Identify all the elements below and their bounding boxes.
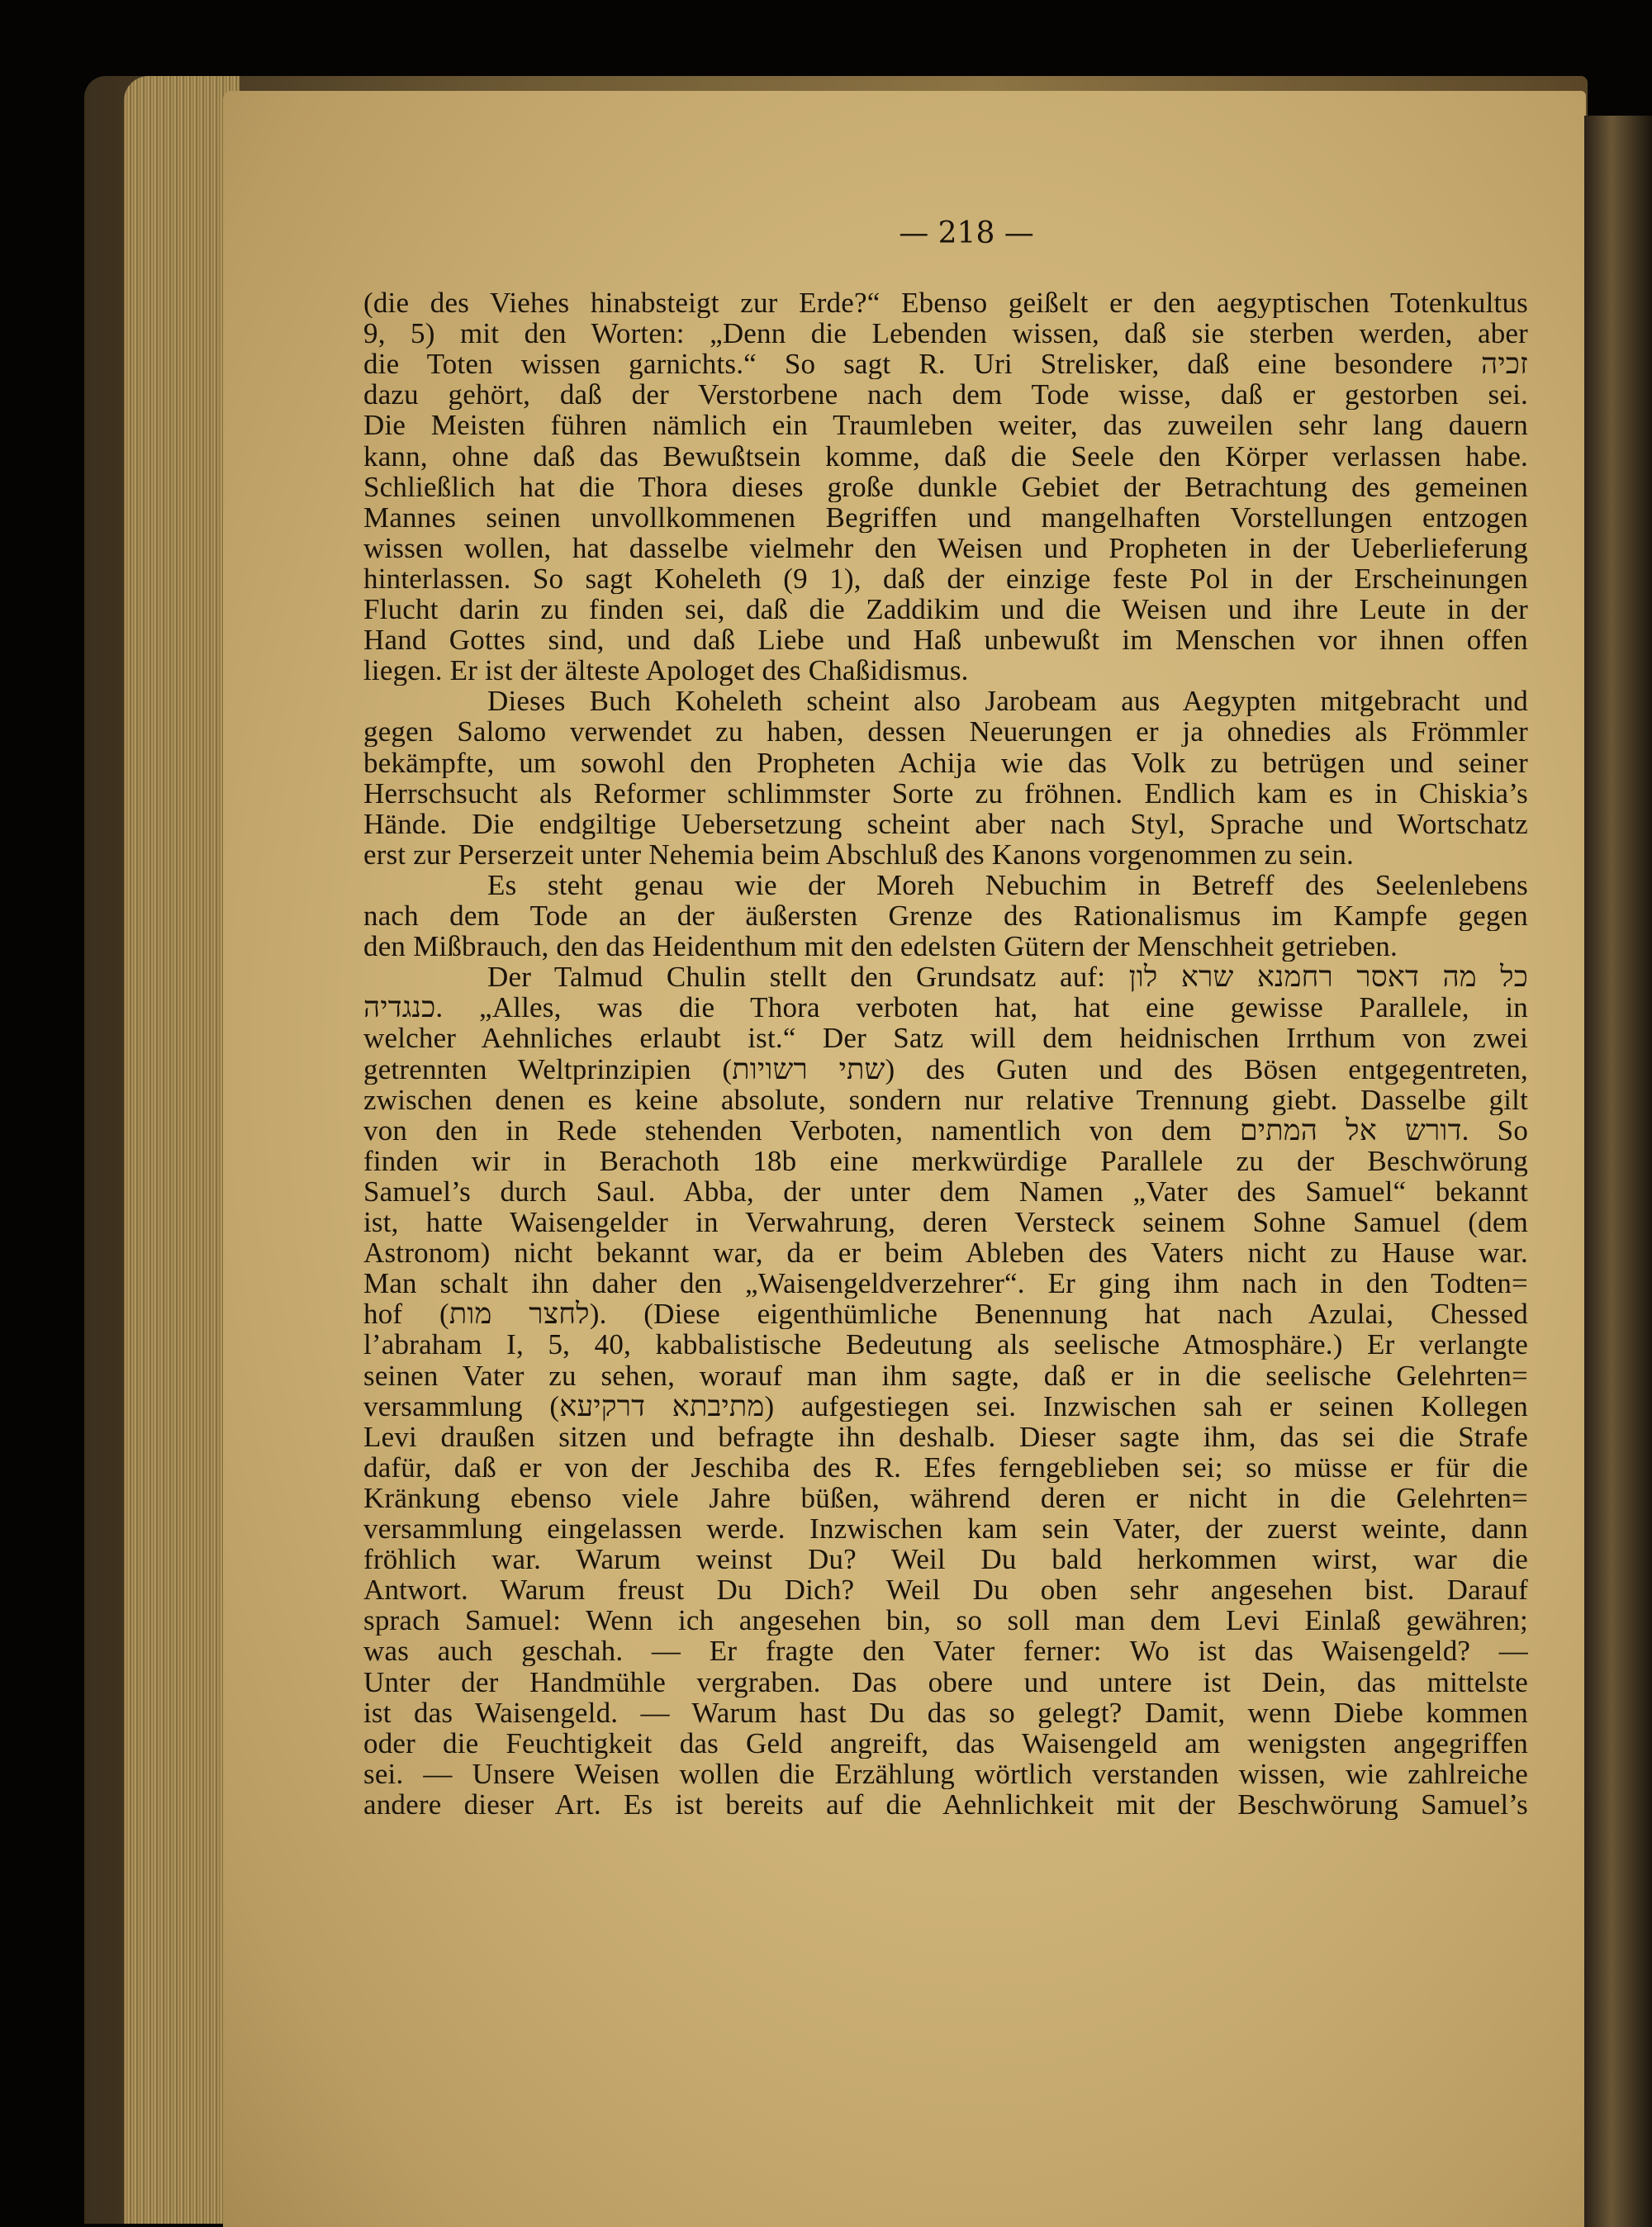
text-line: Levi draußen sitzen und befragte ihn deshalb. Dieser sagte ihm, das sei die Strafe xyxy=(363,1421,1528,1452)
text-line: Samuel’s durch Saul. Abba, der unter dem Namen „Vater des Samuel“ bekannt xyxy=(363,1175,1528,1207)
text-line: Mannes seinen unvollkommenen Begriffen und mangelhaften Vorstellungen entzogen xyxy=(363,501,1528,533)
text-line: Antwort. Warum freust Du Dich? Weil Du oben sehr angesehen bist. Darauf xyxy=(363,1574,1528,1606)
text-line: was auch geschah. — Er fragte den Vater ferner: Wo ist das Waisengeld? — xyxy=(363,1636,1528,1667)
text-line: sprach Samuel: Wenn ich angesehen bin, so soll man dem Levi Einlaß gewähren; xyxy=(363,1605,1528,1636)
text-line: von den in Rede stehenden Verboten, namentlich von dem דורש אל המתים. So xyxy=(363,1114,1528,1146)
text-line: Flucht darin zu finden sei, daß die Zaddikim und die Weisen und ihre Leute in der xyxy=(363,594,1528,624)
text-line: Es steht genau wie der Moreh Nebuchim in Betreff des Seelenlebens xyxy=(487,869,1528,900)
text-line: 9, 5) mit den Worten: „Denn die Lebenden wissen, daß sie sterben werden, aber xyxy=(363,318,1528,349)
page-number: — 218 — xyxy=(899,216,1034,250)
text-line: liegen. Er ist der älteste Apologet des Chaßidismus. xyxy=(363,655,969,686)
text-line: Man schalt ihn daher den „Waisengeldverzehrer“. Er ging ihm nach in den Todten= xyxy=(363,1268,1528,1299)
text-line: hinterlassen. So sagt Koheleth (9 1), daß der einzige feste Pol in der Erscheinungen xyxy=(363,563,1528,594)
facing-page-edge xyxy=(1584,116,1652,2227)
text-line: zwischen denen es keine absolute, sondern nur relative Trennung giebt. Dasselbe gilt xyxy=(363,1084,1528,1115)
text-line: welcher Aehnliches erlaubt ist.“ Der Satz will dem heidnischen Irrthum von zwei xyxy=(363,1023,1528,1054)
text-line: andere dieser Art. Es ist bereits auf die Aehnlichkeit mit der Beschwörung Samuel’s xyxy=(363,1788,1528,1820)
page-edges xyxy=(124,76,240,2224)
text-line: Hand Gottes sind, und daß Liebe und Haß unbewußt im Menschen vor ihnen offen xyxy=(363,624,1528,656)
text-line: versammlung (מתיבתא דרקיעא) aufgestiegen sei. Inzwischen sah er seinen Kollegen xyxy=(363,1390,1528,1422)
text-line: getrennten Weltprinzipien (שתי רשויות) des Guten und des Bösen entgegentreten, xyxy=(363,1053,1528,1085)
text-line: kann, ohne daß das Bewußtsein komme, daß die Seele den Körper verlassen habe. xyxy=(363,440,1528,472)
body-text xyxy=(363,215,1528,2016)
text-line: sei. — Unsere Weisen wollen die Erzählung wörtlich verstanden wissen, wie zahlreiche xyxy=(363,1758,1528,1789)
text-line: oder die Feuchtigkeit das Geld angreift, das Waisengeld am wenigsten angegriffen xyxy=(363,1727,1528,1759)
text-line: bekämpfte, um sowohl den Propheten Achija wie das Volk zu betrügen und seiner xyxy=(363,747,1528,778)
text-line: כנגדיה. „Alles, was die Thora verboten hat, hat eine gewisse Parallele, in xyxy=(363,992,1528,1023)
text-line: hof (לחצר מות). (Diese eigenthümliche Benennung hat nach Azulai, Chessed xyxy=(363,1299,1528,1330)
text-line: Kränkung ebenso viele Jahre büßen, während deren er nicht in die Gelehrten= xyxy=(363,1482,1528,1513)
text-line: versammlung eingelassen werde. Inzwischen kam sein Vater, der zuerst weinte, dann xyxy=(363,1513,1528,1544)
text-line: erst zur Perserzeit unter Nehemia beim Abschluß des Kanons vorgenommen zu sein. xyxy=(363,838,1354,870)
text-line: fröhlich war. Warum weinst Du? Weil Du bald herkommen wirst, war die xyxy=(363,1544,1528,1575)
text-line: Astronom) nicht bekannt war, da er beim Ableben des Vaters nicht zu Hause war. xyxy=(363,1237,1528,1269)
text-line: finden wir in Berachoth 18b eine merkwürdige Parallele zu der Beschwörung xyxy=(363,1145,1528,1176)
text-line: ist, hatte Waisengelder in Verwahrung, deren Versteck seinem Sohne Samuel (dem xyxy=(363,1207,1528,1237)
text-line: nach dem Tode an der äußersten Grenze des Rationalismus im Kampfe gegen xyxy=(363,900,1528,931)
text-line: seinen Vater zu sehen, worauf man ihm sagte, daß er in die seelische Gelehrten= xyxy=(363,1360,1528,1391)
text-line: den Mißbrauch, den das Heidenthum mit den edelsten Gütern der Menschheit getrieben. xyxy=(363,931,1398,962)
text-line: Hände. Die endgiltige Uebersetzung scheint aber nach Styl, Sprache und Wortschatz xyxy=(363,808,1528,839)
text-line: Dieses Buch Koheleth scheint also Jarobeam aus Aegypten mitgebracht und xyxy=(487,686,1528,717)
text-line: ist das Waisengeld. — Warum hast Du das so gelegt? Damit, wenn Diebe kommen xyxy=(363,1697,1528,1728)
text-line: dafür, daß er von der Jeschiba des R. Efes ferngeblieben sei; so müsse er für die xyxy=(363,1451,1528,1483)
text-line: Herrschsucht als Reformer schlimmster Sorte zu fröhnen. Endlich kam es in Chiskia’s xyxy=(363,777,1528,809)
text-line: die Toten wissen garnichts.“ So sagt R. Uri Strelisker, daß eine besondere זכיה xyxy=(363,349,1528,380)
text-line: Der Talmud Chulin stellt den Grundsatz auf: כל מה דאסר רחמנא שרא לון xyxy=(487,962,1528,993)
text-line: wissen wollen, hat dasselbe vielmehr den Weisen und Propheten in der Ueberlieferung xyxy=(363,532,1528,563)
text-line: Die Meisten führen nämlich ein Traumleben weiter, das zuweilen sehr lang dauern xyxy=(363,410,1528,441)
text-line: gegen Salomo verwendet zu haben, dessen Neuerungen er ja ohnedies als Frömmler xyxy=(363,716,1528,748)
text-line: Schließlich hat die Thora dieses große dunkle Gebiet der Betrachtung des gemeinen xyxy=(363,471,1528,502)
text-line: l’abraham I, 5, 40, kabbalistische Bedeutung als seelische Atmosphäre.) Er verlangte xyxy=(363,1329,1528,1360)
text-line: Unter der Handmühle vergraben. Das obere und untere ist Dein, das mittelste xyxy=(363,1666,1528,1698)
text-line: (die des Viehes hinabsteigt zur Erde?“ Ebenso geißelt er den aegyptischen Totenkultus xyxy=(363,287,1528,318)
text-line: dazu gehört, daß der Verstorbene nach dem Tode wisse, daß er gestorben sei. xyxy=(363,379,1528,411)
